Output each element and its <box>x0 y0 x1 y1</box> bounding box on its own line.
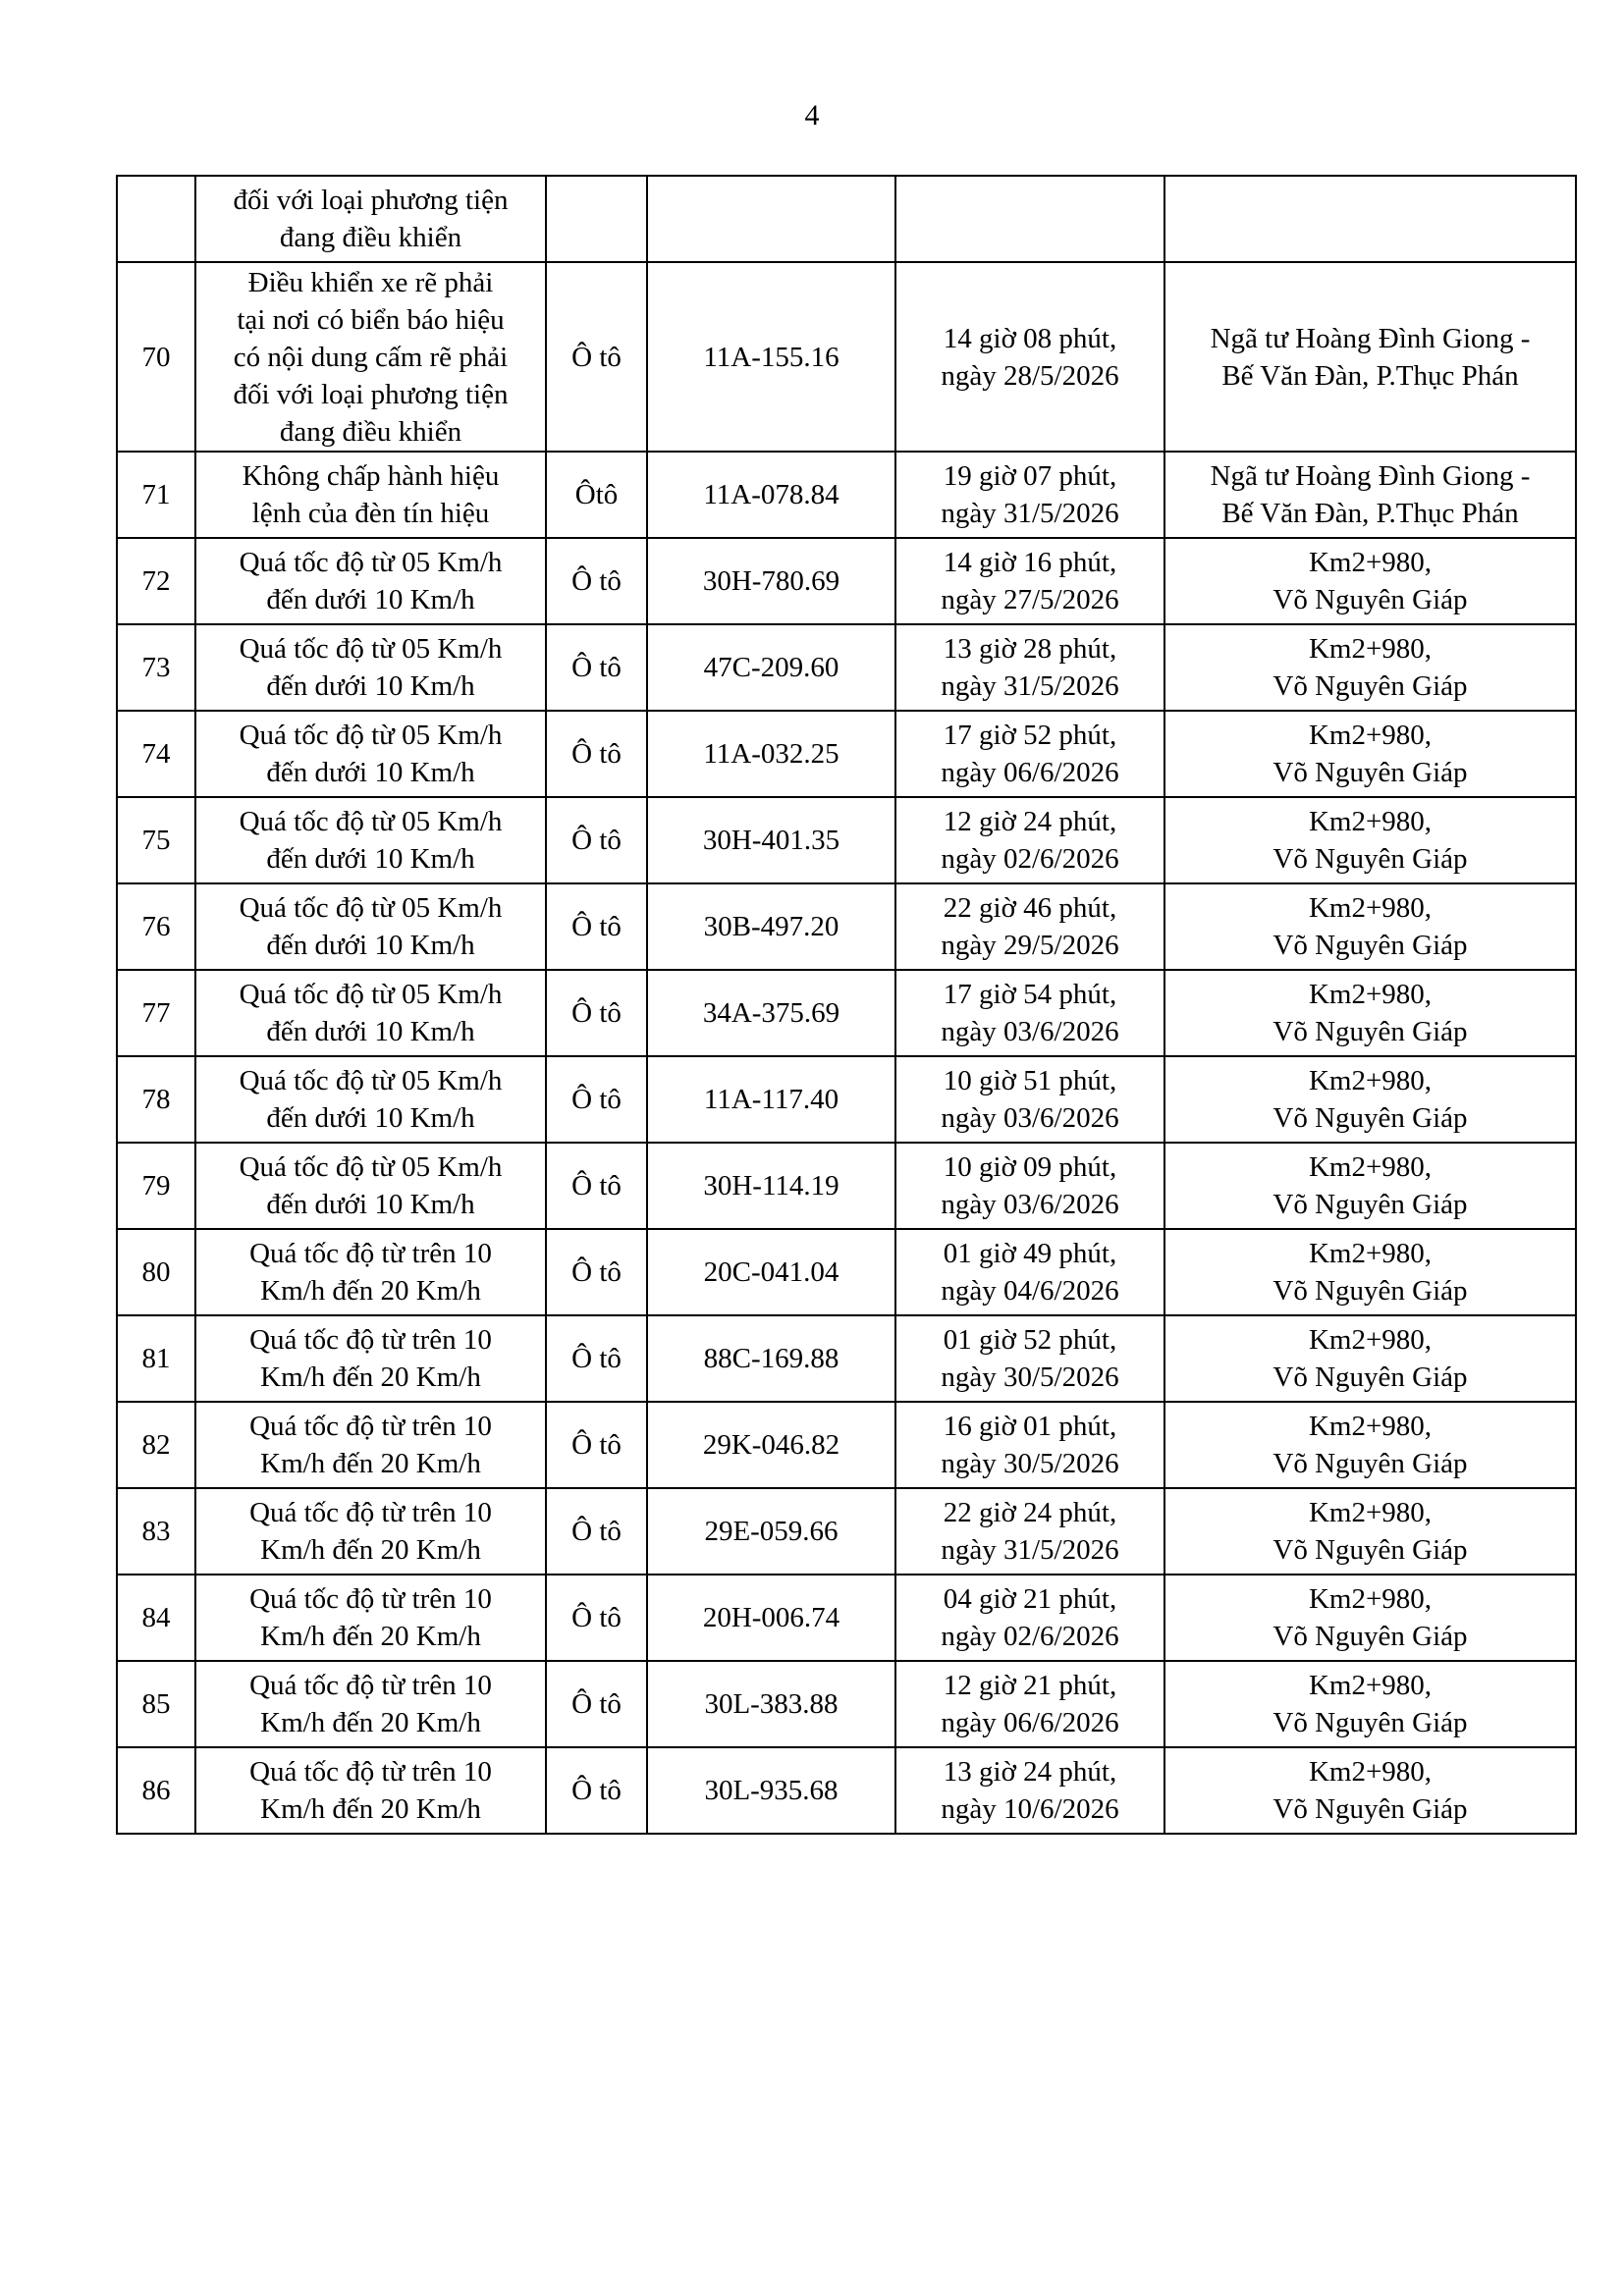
row-number-cell: 79 <box>117 1143 195 1229</box>
violation-time-cell <box>895 1488 1164 1575</box>
violation-location-cell <box>1164 1056 1576 1143</box>
row-number-cell: 80 <box>117 1229 195 1315</box>
violation-cell <box>195 538 546 624</box>
vehicle-type-cell: Ô tô <box>546 1402 647 1488</box>
violation-line: Quá tốc độ từ 05 Km/h <box>239 720 503 751</box>
vehicle-type-cell: Ô tô <box>546 711 647 797</box>
location-line: Võ Nguyên Giáp <box>1272 670 1468 702</box>
violation-line: Quá tốc độ từ trên 10 <box>249 1756 492 1788</box>
violation-time-cell <box>895 970 1164 1056</box>
violation-cell <box>195 883 546 970</box>
violation-line: Quá tốc độ từ 05 Km/h <box>239 979 503 1010</box>
violation-line: đến dưới 10 Km/h <box>266 757 475 788</box>
violation-line: Quá tốc độ từ trên 10 <box>249 1411 492 1442</box>
time-line: 17 giờ 54 phút, <box>943 979 1117 1010</box>
row-number-cell: 70 <box>117 262 195 452</box>
violation-location-cell <box>1164 452 1576 538</box>
vehicle-type-cell: Ô tô <box>546 1315 647 1402</box>
violation-location-cell <box>1164 1575 1576 1661</box>
table-row <box>117 538 1576 624</box>
license-plate-cell: 30H-114.19 <box>647 1143 895 1229</box>
vehicle-type-cell: Ô tô <box>546 1056 647 1143</box>
location-line: Võ Nguyên Giáp <box>1272 930 1468 961</box>
vehicle-type-cell: Ô tô <box>546 1488 647 1575</box>
location-line: Võ Nguyên Giáp <box>1272 1707 1468 1738</box>
vehicle-type-cell: Ô tô <box>546 1229 647 1315</box>
violation-line: đang điều khiển <box>279 222 462 253</box>
vehicle-type-cell: Ô tô <box>546 797 647 883</box>
table-row <box>117 1747 1576 1834</box>
violation-line: Km/h đến 20 Km/h <box>260 1621 481 1652</box>
location-line: Võ Nguyên Giáp <box>1272 843 1468 875</box>
license-plate-cell: 29E-059.66 <box>647 1488 895 1575</box>
time-line: ngày 29/5/2026 <box>941 930 1119 961</box>
violation-line: Km/h đến 20 Km/h <box>260 1707 481 1738</box>
time-line: ngày 03/6/2026 <box>941 1102 1119 1134</box>
violation-line: Quá tốc độ từ 05 Km/h <box>239 547 503 578</box>
violation-line: đến dưới 10 Km/h <box>266 1102 475 1134</box>
violation-cell <box>195 624 546 711</box>
license-plate-cell: 11A-078.84 <box>647 452 895 538</box>
violation-location-cell <box>1164 711 1576 797</box>
violation-location-cell <box>1164 176 1576 262</box>
license-plate-cell: 88C-169.88 <box>647 1315 895 1402</box>
table-row <box>117 1661 1576 1747</box>
time-line: 22 giờ 24 phút, <box>943 1497 1117 1528</box>
time-line: 14 giờ 16 phút, <box>943 547 1117 578</box>
time-line: 22 giờ 46 phút, <box>943 892 1117 924</box>
row-number-cell: 81 <box>117 1315 195 1402</box>
license-plate-cell: 30B-497.20 <box>647 883 895 970</box>
location-line: Bế Văn Đàn, P.Thục Phán <box>1221 498 1519 529</box>
violation-time-cell <box>895 1229 1164 1315</box>
time-line: ngày 04/6/2026 <box>941 1275 1119 1307</box>
location-line: Km2+980, <box>1308 633 1433 665</box>
row-number-cell: 83 <box>117 1488 195 1575</box>
location-line: Ngã tư Hoàng Đình Giong - <box>1210 460 1531 492</box>
violation-cell <box>195 1402 546 1488</box>
row-number-cell: 74 <box>117 711 195 797</box>
location-line: Km2+980, <box>1308 1238 1433 1269</box>
license-plate-cell: 29K-046.82 <box>647 1402 895 1488</box>
row-number-cell: 86 <box>117 1747 195 1834</box>
license-plate-cell: 20C-041.04 <box>647 1229 895 1315</box>
license-plate-cell: 30H-780.69 <box>647 538 895 624</box>
location-line: Km2+980, <box>1308 1497 1433 1528</box>
time-line: 10 giờ 51 phút, <box>943 1065 1117 1096</box>
time-line: ngày 28/5/2026 <box>941 359 1119 392</box>
violation-location-cell <box>1164 538 1576 624</box>
row-number-cell: 84 <box>117 1575 195 1661</box>
violations-table <box>116 175 1577 1835</box>
license-plate-cell: 30L-383.88 <box>647 1661 895 1747</box>
violation-time-cell <box>895 1575 1164 1661</box>
violation-time-cell <box>895 883 1164 970</box>
table-row <box>117 452 1576 538</box>
time-line: 13 giờ 28 phút, <box>943 633 1117 665</box>
time-line: 10 giờ 09 phút, <box>943 1151 1117 1183</box>
table-row <box>117 624 1576 711</box>
time-line: ngày 03/6/2026 <box>941 1189 1119 1220</box>
table-row <box>117 711 1576 797</box>
violation-line: Km/h đến 20 Km/h <box>260 1362 481 1393</box>
time-line: ngày 02/6/2026 <box>941 843 1119 875</box>
violation-time-cell <box>895 1143 1164 1229</box>
violation-location-cell <box>1164 262 1576 452</box>
violation-line: Km/h đến 20 Km/h <box>260 1534 481 1566</box>
page-number: 4 <box>804 99 820 132</box>
license-plate-cell: 47C-209.60 <box>647 624 895 711</box>
violation-location-cell <box>1164 970 1576 1056</box>
violation-cell <box>195 1747 546 1834</box>
violations-table-body <box>117 176 1576 1834</box>
location-line: Km2+980, <box>1308 806 1433 837</box>
table-row <box>117 1229 1576 1315</box>
license-plate-cell: 30L-935.68 <box>647 1747 895 1834</box>
row-number-cell: 78 <box>117 1056 195 1143</box>
violation-line: Quá tốc độ từ 05 Km/h <box>239 1151 503 1183</box>
location-line: Km2+980, <box>1308 720 1433 751</box>
time-line: ngày 31/5/2026 <box>941 670 1119 702</box>
location-line: Km2+980, <box>1308 1151 1433 1183</box>
violation-line: đến dưới 10 Km/h <box>266 1016 475 1047</box>
row-number-cell: 76 <box>117 883 195 970</box>
violation-line: Điều khiển xe rẽ phải <box>247 266 494 298</box>
violation-location-cell <box>1164 1402 1576 1488</box>
table-row <box>117 1402 1576 1488</box>
time-line: ngày 03/6/2026 <box>941 1016 1119 1047</box>
table-row <box>117 1315 1576 1402</box>
violation-cell <box>195 1056 546 1143</box>
time-line: ngày 10/6/2026 <box>941 1793 1119 1825</box>
time-line: 19 giờ 07 phút, <box>943 460 1117 492</box>
vehicle-type-cell: Ô tô <box>546 970 647 1056</box>
violation-line: đến dưới 10 Km/h <box>266 843 475 875</box>
location-line: Võ Nguyên Giáp <box>1272 1534 1468 1566</box>
row-number-cell: 75 <box>117 797 195 883</box>
violation-line: đến dưới 10 Km/h <box>266 1189 475 1220</box>
table-row <box>117 797 1576 883</box>
violation-time-cell <box>895 1315 1164 1402</box>
time-line: 12 giờ 24 phút, <box>943 806 1117 837</box>
violation-line: Km/h đến 20 Km/h <box>260 1448 481 1479</box>
violation-location-cell <box>1164 1229 1576 1315</box>
location-line: Võ Nguyên Giáp <box>1272 584 1468 615</box>
vehicle-type-cell: Ô tô <box>546 1575 647 1661</box>
location-line: Võ Nguyên Giáp <box>1272 1448 1468 1479</box>
violation-line: Quá tốc độ từ trên 10 <box>249 1583 492 1615</box>
violation-cell <box>195 1315 546 1402</box>
location-line: Võ Nguyên Giáp <box>1272 1189 1468 1220</box>
violation-cell <box>195 970 546 1056</box>
license-plate-cell: 11A-117.40 <box>647 1056 895 1143</box>
violation-cell <box>195 711 546 797</box>
location-line: Km2+980, <box>1308 979 1433 1010</box>
time-line: ngày 06/6/2026 <box>941 1707 1119 1738</box>
violation-cell <box>195 797 546 883</box>
location-line: Bế Văn Đàn, P.Thục Phán <box>1221 359 1519 392</box>
violation-line: Quá tốc độ từ trên 10 <box>249 1324 492 1356</box>
violation-location-cell <box>1164 1143 1576 1229</box>
time-line: ngày 31/5/2026 <box>941 498 1119 529</box>
violation-cell <box>195 1575 546 1661</box>
location-line: Võ Nguyên Giáp <box>1272 1102 1468 1134</box>
violation-time-cell <box>895 262 1164 452</box>
violation-line: Km/h đến 20 Km/h <box>260 1793 481 1825</box>
violation-location-cell <box>1164 883 1576 970</box>
table-row <box>117 1488 1576 1575</box>
violation-line: đang điều khiển <box>279 415 462 448</box>
violation-time-cell <box>895 624 1164 711</box>
violation-line: đến dưới 10 Km/h <box>266 584 475 615</box>
violation-time-cell <box>895 452 1164 538</box>
violation-time-cell <box>895 176 1164 262</box>
location-line: Km2+980, <box>1308 1670 1433 1701</box>
violation-cell <box>195 1488 546 1575</box>
violation-location-cell <box>1164 1488 1576 1575</box>
location-line: Võ Nguyên Giáp <box>1272 757 1468 788</box>
violation-cell <box>195 1661 546 1747</box>
location-line: Km2+980, <box>1308 892 1433 924</box>
vehicle-type-cell <box>546 176 647 262</box>
violation-cell <box>195 262 546 452</box>
time-line: 01 giờ 52 phút, <box>943 1324 1117 1356</box>
row-number-cell: 72 <box>117 538 195 624</box>
vehicle-type-cell: Ô tô <box>546 1661 647 1747</box>
violation-line: Quá tốc độ từ trên 10 <box>249 1497 492 1528</box>
location-line: Võ Nguyên Giáp <box>1272 1621 1468 1652</box>
location-line: Ngã tư Hoàng Đình Giong - <box>1210 322 1531 354</box>
violation-location-cell <box>1164 1747 1576 1834</box>
violation-cell <box>195 452 546 538</box>
violation-line: có nội dung cấm rẽ phải <box>233 341 509 373</box>
table-row <box>117 1575 1576 1661</box>
location-line: Km2+980, <box>1308 1756 1433 1788</box>
location-line: Võ Nguyên Giáp <box>1272 1016 1468 1047</box>
row-number-cell: 71 <box>117 452 195 538</box>
violation-line: Quá tốc độ từ 05 Km/h <box>239 1065 503 1096</box>
time-line: ngày 30/5/2026 <box>941 1362 1119 1393</box>
time-line: 16 giờ 01 phút, <box>943 1411 1117 1442</box>
license-plate-cell: 11A-155.16 <box>647 262 895 452</box>
violation-line: Km/h đến 20 Km/h <box>260 1275 481 1307</box>
location-line: Km2+980, <box>1308 1583 1433 1615</box>
vehicle-type-cell: Ô tô <box>546 1143 647 1229</box>
location-line: Km2+980, <box>1308 1411 1433 1442</box>
time-line: 12 giờ 21 phút, <box>943 1670 1117 1701</box>
violation-line: Quá tốc độ từ 05 Km/h <box>239 806 503 837</box>
row-number-cell: 77 <box>117 970 195 1056</box>
violation-time-cell <box>895 797 1164 883</box>
vehicle-type-cell: Ôtô <box>546 452 647 538</box>
row-number-cell <box>117 176 195 262</box>
license-plate-cell: 30H-401.35 <box>647 797 895 883</box>
row-number-cell: 85 <box>117 1661 195 1747</box>
violation-line: Không chấp hành hiệu <box>242 460 500 492</box>
violation-line: Quá tốc độ từ 05 Km/h <box>239 633 503 665</box>
license-plate-cell: 11A-032.25 <box>647 711 895 797</box>
violation-cell <box>195 1143 546 1229</box>
violation-line: lệnh của đèn tín hiệu <box>251 498 490 529</box>
time-line: ngày 27/5/2026 <box>941 584 1119 615</box>
violation-time-cell <box>895 1747 1164 1834</box>
row-number-cell: 82 <box>117 1402 195 1488</box>
location-line: Km2+980, <box>1308 1324 1433 1356</box>
license-plate-cell: 34A-375.69 <box>647 970 895 1056</box>
time-line: ngày 30/5/2026 <box>941 1448 1119 1479</box>
location-line: Võ Nguyên Giáp <box>1272 1362 1468 1393</box>
table-row <box>117 262 1576 452</box>
violation-location-cell <box>1164 1315 1576 1402</box>
vehicle-type-cell: Ô tô <box>546 1747 647 1834</box>
time-line: 14 giờ 08 phút, <box>943 322 1117 354</box>
violation-location-cell <box>1164 797 1576 883</box>
table-row-continuation <box>117 176 1576 262</box>
violation-location-cell <box>1164 1661 1576 1747</box>
time-line: ngày 31/5/2026 <box>941 1534 1119 1566</box>
violation-line: Quá tốc độ từ trên 10 <box>249 1238 492 1269</box>
license-plate-cell <box>647 176 895 262</box>
time-line: ngày 06/6/2026 <box>941 757 1119 788</box>
vehicle-type-cell: Ô tô <box>546 262 647 452</box>
vehicle-type-cell: Ô tô <box>546 624 647 711</box>
license-plate-cell: 20H-006.74 <box>647 1575 895 1661</box>
violation-line: đối với loại phương tiện <box>233 378 509 410</box>
violation-time-cell <box>895 1402 1164 1488</box>
violation-line: đến dưới 10 Km/h <box>266 930 475 961</box>
location-line: Km2+980, <box>1308 1065 1433 1096</box>
violation-time-cell <box>895 1661 1164 1747</box>
table-row <box>117 883 1576 970</box>
violation-time-cell <box>895 538 1164 624</box>
location-line: Võ Nguyên Giáp <box>1272 1275 1468 1307</box>
table-row <box>117 1056 1576 1143</box>
location-line: Võ Nguyên Giáp <box>1272 1793 1468 1825</box>
violation-cell <box>195 176 546 262</box>
time-line: 04 giờ 21 phút, <box>943 1583 1117 1615</box>
violation-line: Quá tốc độ từ 05 Km/h <box>239 892 503 924</box>
violation-location-cell <box>1164 624 1576 711</box>
vehicle-type-cell: Ô tô <box>546 883 647 970</box>
time-line: 01 giờ 49 phút, <box>943 1238 1117 1269</box>
violation-line: đến dưới 10 Km/h <box>266 670 475 702</box>
table-row <box>117 970 1576 1056</box>
row-number-cell: 73 <box>117 624 195 711</box>
table-row <box>117 1143 1576 1229</box>
violation-cell <box>195 1229 546 1315</box>
vehicle-type-cell: Ô tô <box>546 538 647 624</box>
time-line: ngày 02/6/2026 <box>941 1621 1119 1652</box>
location-line: Km2+980, <box>1308 547 1433 578</box>
violation-line: tại nơi có biển báo hiệu <box>237 303 505 336</box>
violation-line: Quá tốc độ từ trên 10 <box>249 1670 492 1701</box>
time-line: 17 giờ 52 phút, <box>943 720 1117 751</box>
violation-time-cell <box>895 1056 1164 1143</box>
violation-time-cell <box>895 711 1164 797</box>
violation-line: đối với loại phương tiện <box>233 185 509 216</box>
time-line: 13 giờ 24 phút, <box>943 1756 1117 1788</box>
